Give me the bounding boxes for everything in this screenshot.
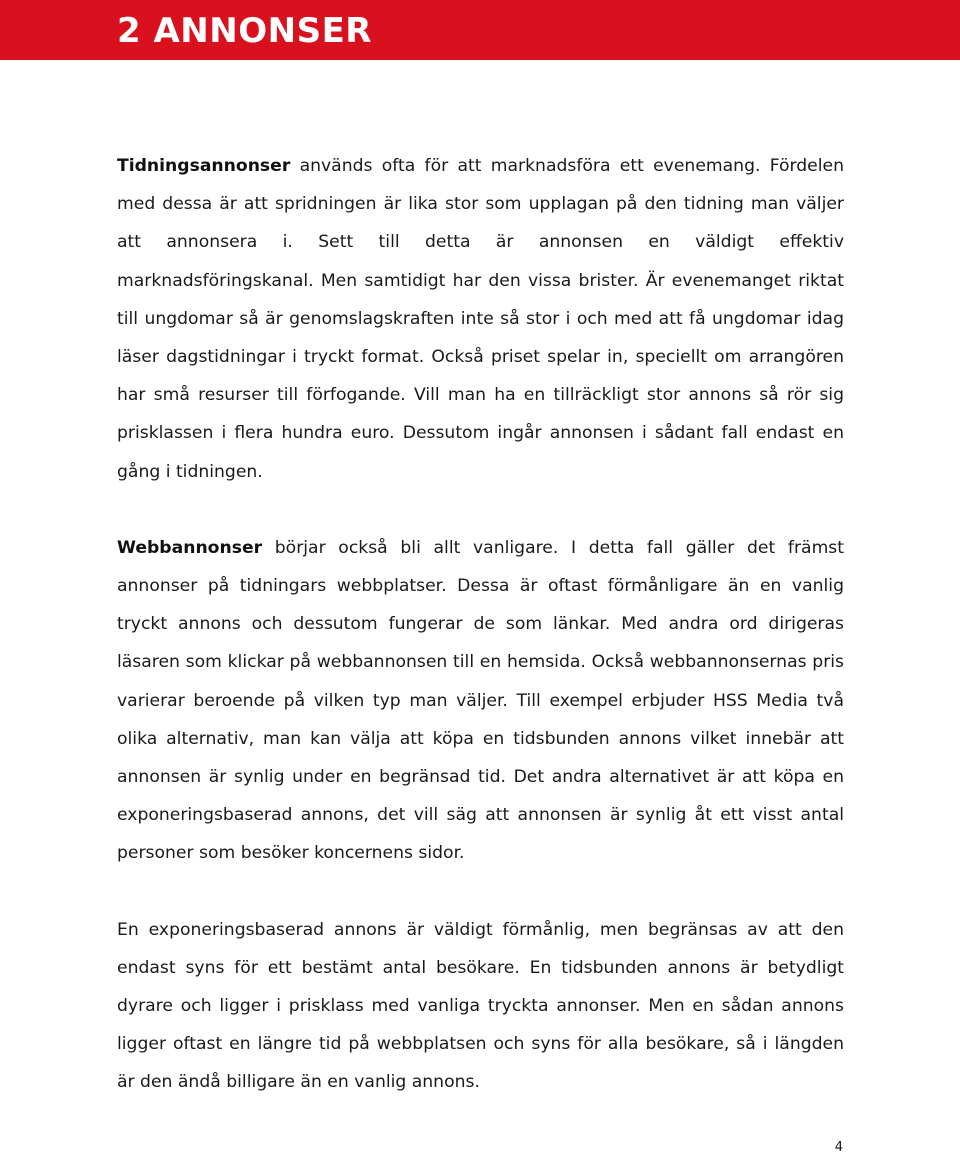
paragraph-exposure-ads [117, 911, 844, 1102]
chapter-title: 2 ANNONSER [117, 11, 372, 51]
paragraph-text: börjar också bli allt vanligare. I detta fall gäller det främst annonser på tidningars webbplatser. Dessa är oftast förmånligare än en vanlig tryckt annons och dessutom fungerar de som länkar. Med andra ord dirigeras läsaren som klickar på webbannonsen till en hemsida. Också webbannonsernas pris varierar beroende på vilken typ man väljer. Till exempel erbjuder HSS Media två olika alternativ, man kan välja att köpa en tidsbunden annons vilket innebär att annonsen är synlig under en begränsad tid. Det andra alternativet är att köpa en exponeringsbaserad annons, det vill säg att annonsen är synlig åt ett visst antal personer som besöker koncernens sidor. [117, 537, 844, 864]
term-webbannonser: Webbannonser [117, 537, 263, 558]
term-tidningsannonser: Tidningsannonser [117, 156, 291, 176]
paragraph-text: används ofta för att marknadsföra ett evenemang. Fördelen med dessa är att spridningen är lika stor som upplagan på den tidning man väljer att annonsera i. Sett till detta är annonsen en väldigt effektiv marknadsföringskanal. Men samtidigt har den vissa brister. Är evenemanget riktat till ungdomar så är genomslagskraften inte så stor i och med att få ungdomar idag läser dagstidningar i tryckt format. Också priset spelar in, speciellt om arrangören har små resurser till förfogande. Vill man ha en tillräckligt stor annons så rör sig prisklassen i flera hundra euro. Dessutom ingår annonsen i sådant fall endast en gång i tidningen. [117, 156, 844, 482]
chapter-header-bar [0, 0, 960, 60]
page-number: 4 [834, 1140, 843, 1155]
document-body [117, 147, 844, 1102]
paragraph-text: En exponeringsbaserad annons är väldigt förmånlig, men begränsas av att den endast syns för ett bestämt antal besökare. En tidsbunden annons är betydligt dyrare och ligger i prisklass med vanliga tryckta annonser. Men en sådan annons ligger oftast en längre tid på webbplatsen och syns för alla besökare, så i längden är den ändå billigare än en vanlig annons. [117, 919, 844, 1093]
paragraph-web-banners [117, 529, 844, 873]
paragraph-newspaper-ads [117, 147, 844, 491]
